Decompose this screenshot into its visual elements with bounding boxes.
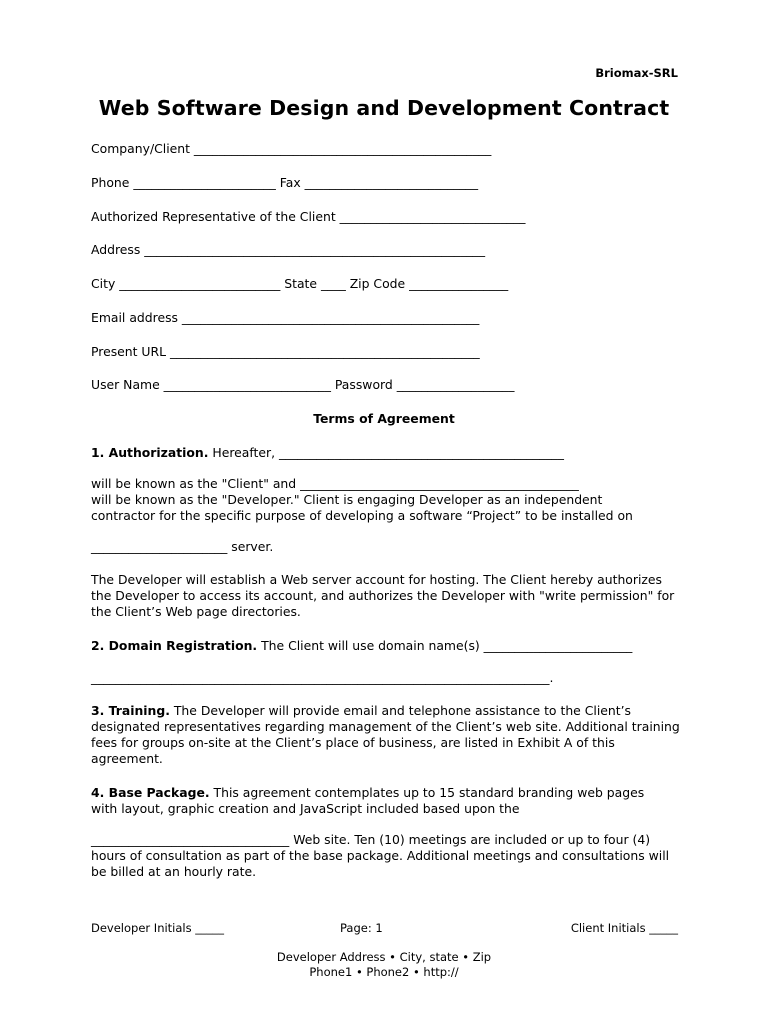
developer-address-line: Developer Address • City, state • Zip: [276, 950, 492, 964]
page-number: Page: 1: [340, 921, 383, 935]
section-domain-label: 2. Domain Registration.: [91, 638, 258, 653]
city-state-zip-field[interactable]: City __________________________ State ____ Zip Code ________________: [91, 276, 509, 291]
username-password-field[interactable]: User Name ___________________________ Password ___________________: [91, 377, 515, 392]
developer-phone-line: Phone1 • Phone2 • http://: [309, 965, 459, 979]
hosting-paragraph: The Developer will establish a Web server account for hosting. The Client hereby authorizes the Developer to access its account, and authorizes the Developer with "write permission" for the Client’s Web page directories.: [91, 572, 675, 619]
section-base-package: [91, 785, 663, 817]
client-initials[interactable]: Client Initials _____: [570, 921, 678, 935]
document-title: Web Software Design and Development Contract: [98, 96, 670, 120]
authorization-line-3: will be known as the "Developer." Client is engaging Developer as an independent: [91, 492, 603, 507]
email-address-field[interactable]: Email address ________________________________________________: [91, 310, 480, 325]
address-field[interactable]: Address _______________________________________________________: [91, 242, 486, 257]
company-client-field[interactable]: Company/Client ________________________________________________: [91, 141, 492, 156]
section-authorization-label: 1. Authorization.: [91, 445, 209, 460]
section-base-package-label: 4. Base Package.: [91, 785, 210, 800]
section-training: [91, 703, 681, 767]
domain-line-2[interactable]: __________________________________________________________________________.: [91, 670, 554, 685]
section-training-text: The Developer will provide email and telephone assistance to the Client’s designated representatives regarding management of the Client’s web site. Additional training fees for groups on-site at the Client’s place of business, are listed in Exhibit A of this agreement.: [91, 703, 680, 766]
phone-fax-field[interactable]: Phone _______________________ Fax ____________________________: [91, 175, 479, 190]
company-brand: Briomax-SRL: [595, 66, 678, 80]
section-authorization: [91, 445, 564, 460]
section-domain-text[interactable]: The Client will use domain name(s) ________________________: [257, 638, 633, 653]
authorization-line-4: contractor for the specific purpose of developing a software “Project” to be installed on: [91, 508, 633, 523]
terms-heading: Terms of Agreement: [313, 411, 455, 426]
server-field[interactable]: ______________________ server.: [91, 539, 274, 554]
section-authorization-text[interactable]: Hereafter, ______________________________________________: [208, 445, 564, 460]
present-url-field[interactable]: Present URL __________________________________________________: [91, 344, 480, 359]
developer-initials[interactable]: Developer Initials _____: [91, 921, 225, 935]
base-package-paragraph-2: ________________________________ Web site. Ten (10) meetings are included or up to four (4) hours of consultation as part of the base package. Additional meetings and consultations will be billed at an hourly rate.: [91, 832, 670, 879]
section-base-package-text: This agreement contemplates up to 15 standard branding web pages with layout, graphic creation and JavaScript included based upon the: [91, 785, 645, 816]
authorized-representative-field[interactable]: Authorized Representative of the Client ______________________________: [91, 209, 526, 224]
authorization-line-2: will be known as the "Client" and _____________________________________________: [91, 476, 579, 491]
section-domain-registration: [91, 638, 632, 653]
section-training-label: 3. Training.: [91, 703, 170, 718]
